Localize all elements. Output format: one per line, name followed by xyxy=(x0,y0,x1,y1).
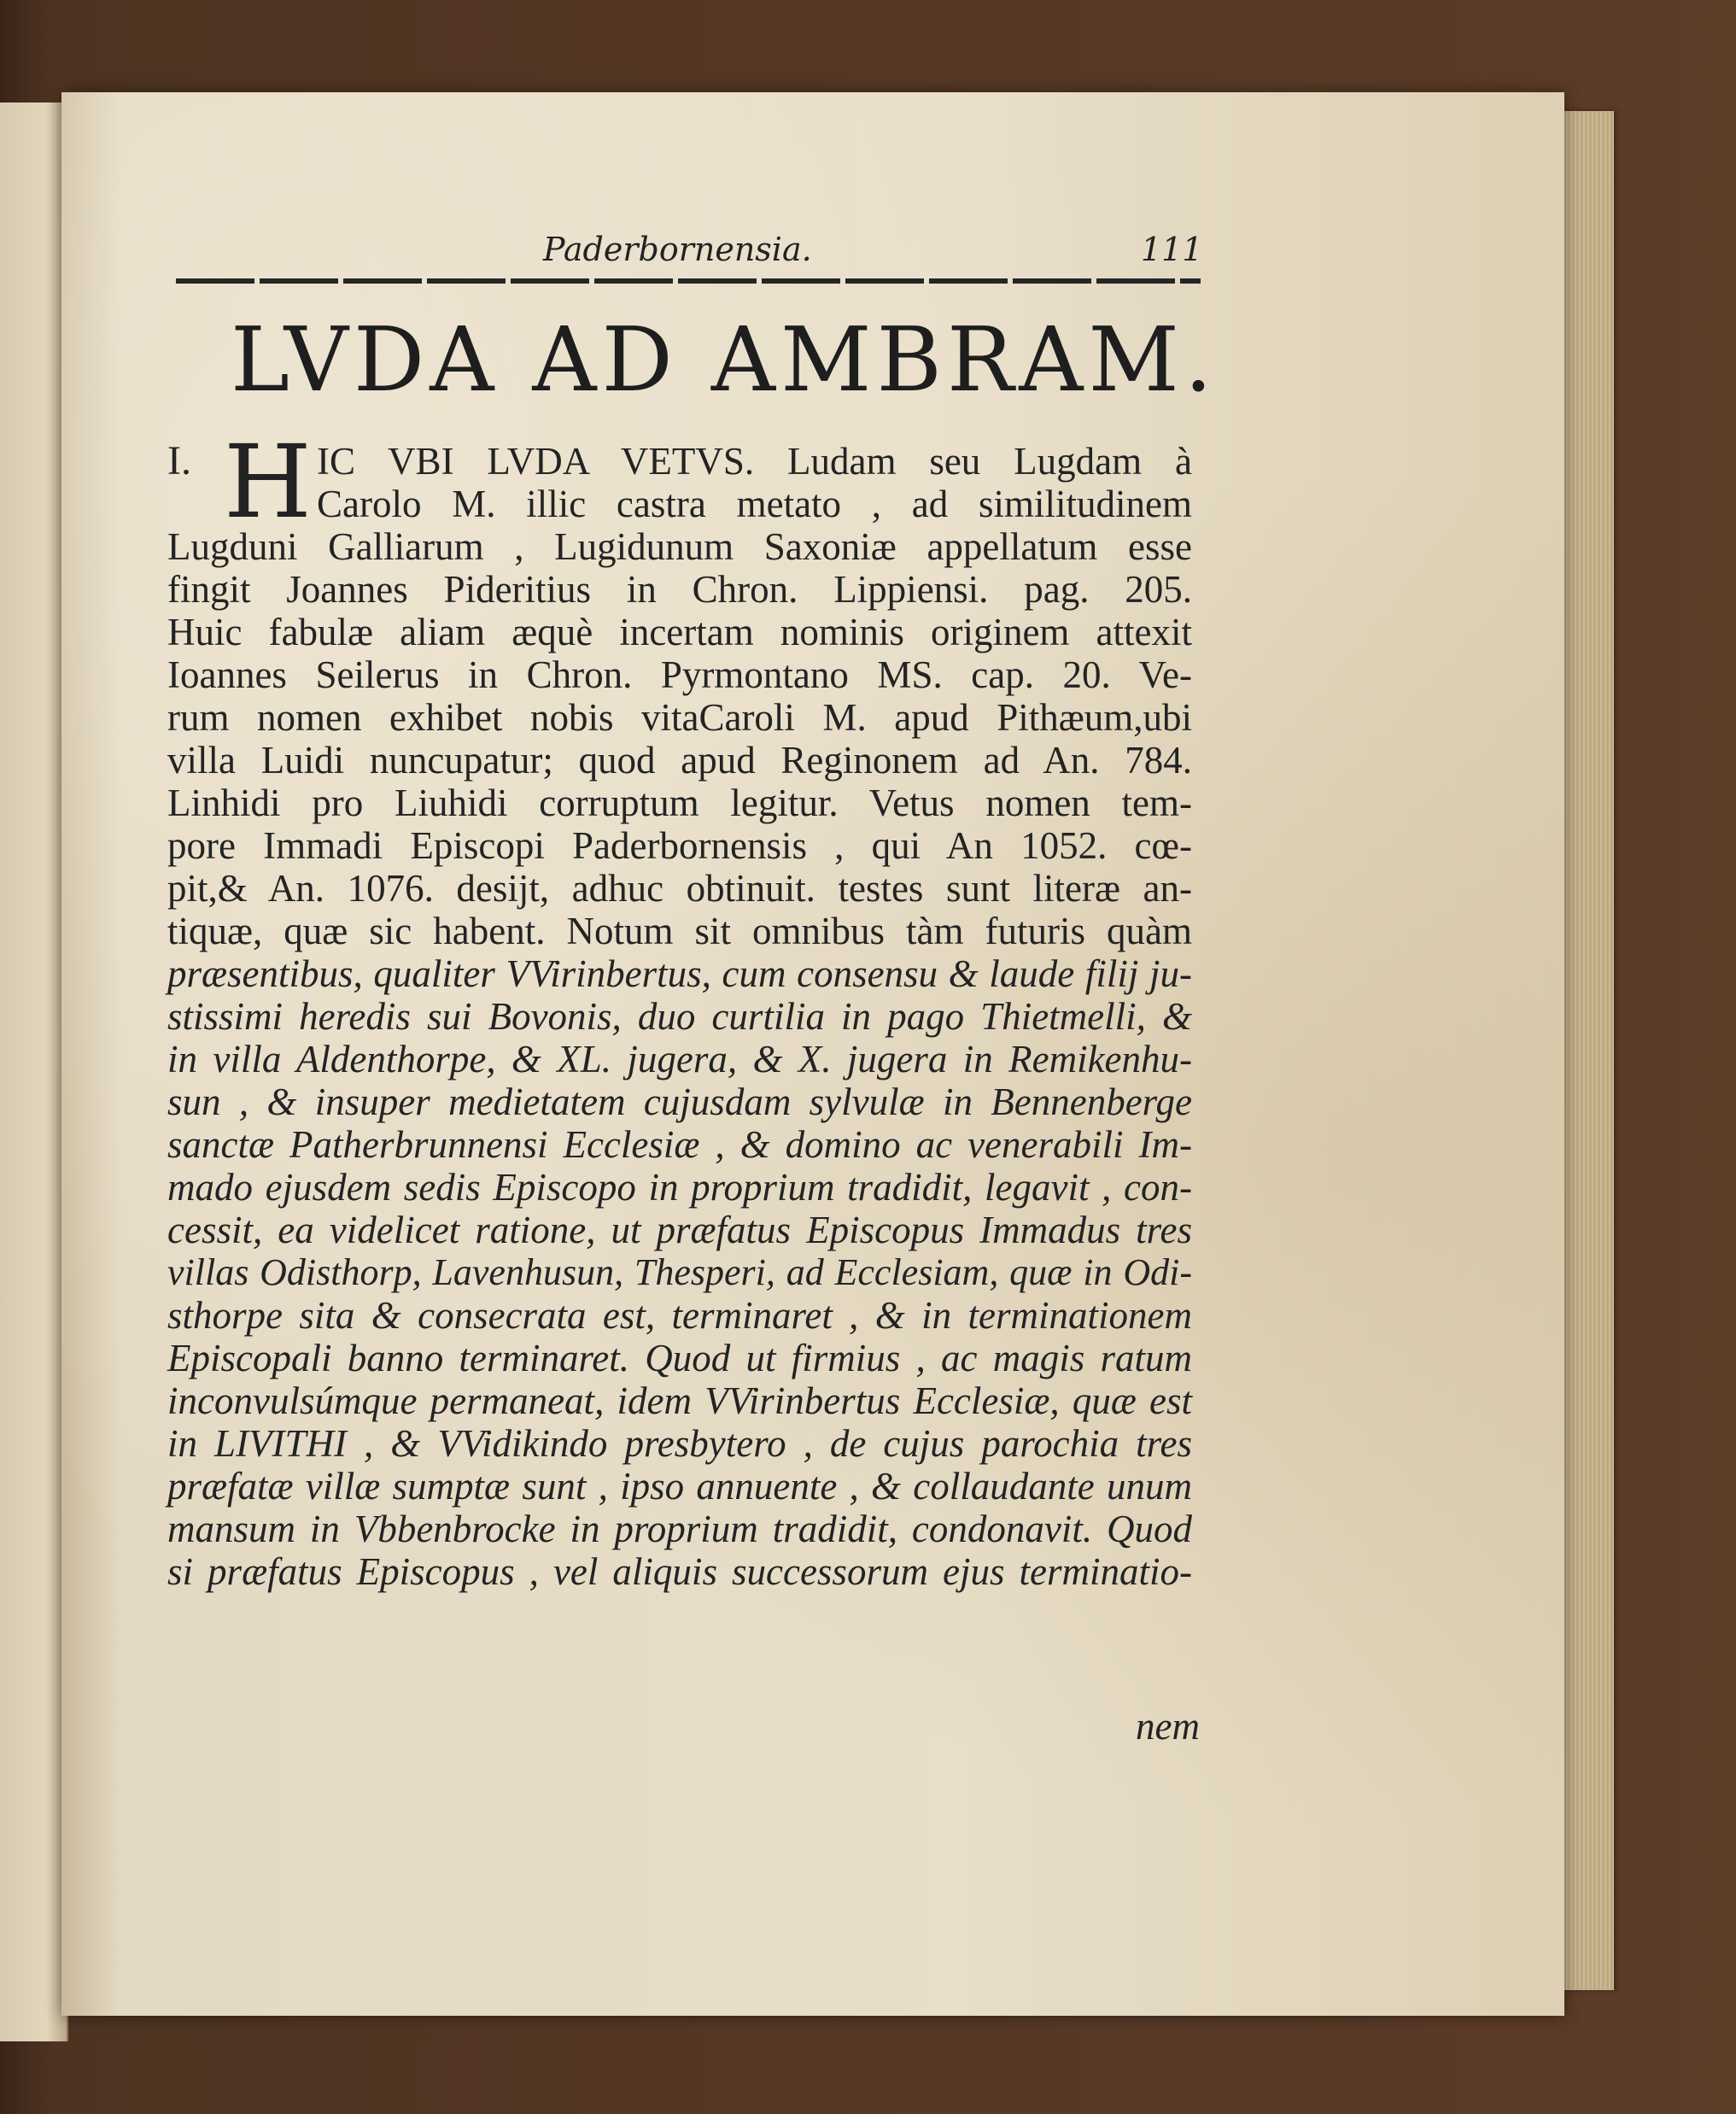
page-block-edges xyxy=(1563,111,1614,1990)
text-line: villa Luidi nuncupatur; quod apud Reginonem ad An. 784. xyxy=(167,739,1192,782)
section-body xyxy=(167,423,1192,1593)
text-line: mado ejusdem sedis Episcopo in proprium tradidit, legavit , con- xyxy=(167,1166,1192,1209)
text-line: Carolo M. illic castra metato , ad similitudinem xyxy=(317,483,1192,525)
text-line: mansum in Vbbenbrocke in proprium tradidit, condonavit. Quod xyxy=(167,1508,1192,1550)
text-line: sanctæ Patherbrunnensi Ecclesiæ , & domino ac venerabili Im- xyxy=(167,1123,1192,1166)
text-line: Huic fabulæ aliam æquè incertam nominis originem attexit xyxy=(167,611,1192,653)
text-line: præfatæ villæ sumptæ sunt , ipso annuente , & collaudante unum xyxy=(167,1465,1192,1508)
text-line: si præfatus Episcopus , vel aliquis successorum ejus terminatio- xyxy=(167,1550,1192,1593)
text-line: Linhidi pro Liuhidi corruptum legitur. Vetus nomen tem- xyxy=(167,782,1192,824)
text-line: Episcopali banno terminaret. Quod ut firmius , ac magis ratum xyxy=(167,1337,1192,1379)
text-line: Lugduni Galliarum , Lugidunum Saxoniæ appellatum esse xyxy=(167,525,1192,568)
text-line: Ioannes Seilerus in Chron. Pyrmontano MS. cap. 20. Ve- xyxy=(167,653,1192,696)
header-rule xyxy=(176,278,1201,284)
running-title: Paderbornensia. xyxy=(543,231,812,268)
page-number: 111 xyxy=(1141,231,1203,268)
text-line: fingit Joannes Pideritius in Chron. Lippiensi. pag. 205. xyxy=(167,568,1192,611)
text-line: præsentibus, qualiter VVirinbertus, cum consensu & laude filij ju- xyxy=(167,952,1192,995)
catchword: nem xyxy=(1136,1705,1200,1748)
left-page-edge xyxy=(0,102,68,2041)
text-line: pore Immadi Episcopi Paderbornensis , qui An 1052. cœ- xyxy=(167,824,1192,867)
section-number: I. xyxy=(167,438,191,483)
text-line: IC VBI LVDA VETVS. Ludam seu Lugdam à xyxy=(317,440,1192,483)
text-line: stissimi heredis sui Bovonis, duo curtilia in pago Thietmelli, & xyxy=(167,995,1192,1038)
text-line: sun , & insuper medietatem cujusdam sylvulæ in Bennenberge xyxy=(167,1080,1192,1123)
text-line: rum nomen exhibet nobis vitaCaroli M. apud Pithæum,ubi xyxy=(167,696,1192,739)
chapter-title: LVDA AD AMBRAM. xyxy=(231,307,1218,412)
text-line: in villa Aldenthorpe, & XL. jugera, & X. jugera in Remikenhu- xyxy=(167,1038,1192,1080)
text-line: cessit, ea videlicet ratione, ut præfatus Episcopus Immadus tres xyxy=(167,1209,1192,1251)
text-line: villas Odisthorp, Lavenhusun, Thesperi, ad Ecclesiam, quæ in Odi- xyxy=(167,1251,1192,1293)
running-head xyxy=(176,231,1201,282)
text-line: sthorpe sita & consecrata est, terminaret , & in terminationem xyxy=(167,1294,1192,1337)
text-line: in LIVITHI , & VVidikindo presbytero , de cujus parochia tres xyxy=(167,1422,1192,1465)
text-line: tiquæ, quæ sic habent. Notum sit omnibus tàm futuris quàm xyxy=(167,910,1192,952)
text-line: inconvulsúmque permaneat, idem VVirinbertus Ecclesiæ, quæ est xyxy=(167,1379,1192,1422)
text-line: pit,& An. 1076. desijt, adhuc obtinuit. testes sunt literæ an- xyxy=(167,867,1192,910)
drop-capital: H xyxy=(224,423,312,541)
